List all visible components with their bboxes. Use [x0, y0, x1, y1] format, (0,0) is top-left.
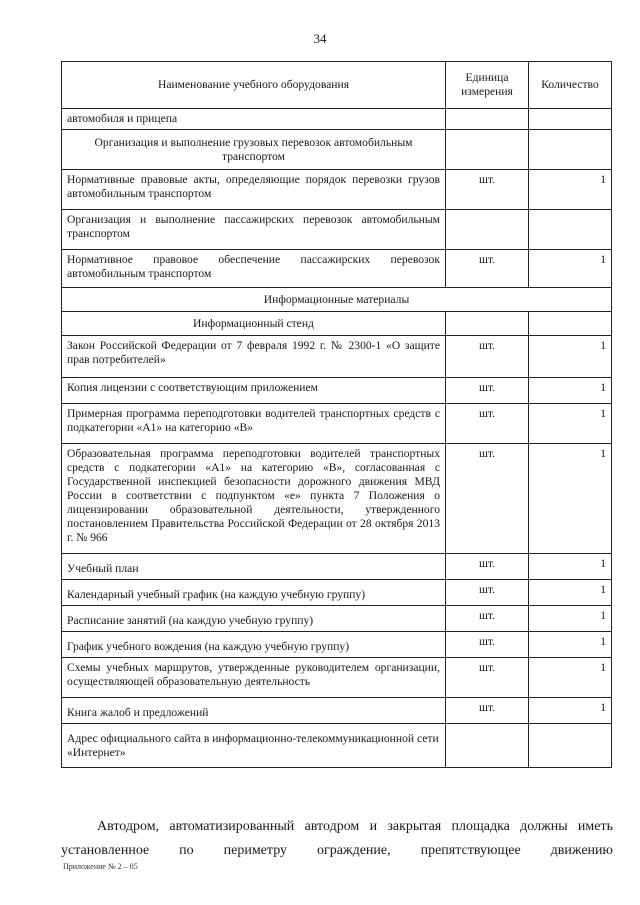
- table-row: [62, 170, 612, 210]
- row-name: Календарный учебный график (на каждую учебную группу): [62, 580, 446, 606]
- table-header: [62, 62, 612, 109]
- row-unit: шт.: [446, 336, 529, 378]
- header-quantity: Количество: [529, 62, 612, 109]
- table-row: [62, 312, 612, 336]
- row-quantity: [529, 312, 612, 336]
- row-quantity: 1: [529, 444, 612, 554]
- header-name: Наименование учебного оборудования: [62, 62, 446, 109]
- row-quantity: 1: [529, 698, 612, 724]
- row-quantity: 1: [529, 658, 612, 698]
- row-quantity: [529, 724, 612, 768]
- row-name: Нормативные правовые акты, определяющие порядок перевозки грузов автомобильным транспортом: [62, 170, 446, 210]
- row-quantity: 1: [529, 580, 612, 606]
- row-quantity: 1: [529, 606, 612, 632]
- row-unit: шт.: [446, 404, 529, 444]
- table-row: [62, 724, 612, 768]
- table-row: [62, 250, 612, 288]
- row-unit: шт.: [446, 658, 529, 698]
- row-quantity: 1: [529, 378, 612, 404]
- table-body: [62, 109, 612, 768]
- row-quantity: 1: [529, 336, 612, 378]
- table-row: [62, 698, 612, 724]
- row-name: Образовательная программа переподготовки водителей транспортных средств с подкатегории «A1» на категорию «B», согласованная с Государственной инспекцией безопасности дорожного движения МВД России в соответствии с подпунктом «е» пункта 7 Положения о лицензировании образовательной деятельности, утвержденного постановлением Правительства Российской Федерации от 28 октября 2013 г. № 966: [62, 444, 446, 554]
- table-row: [62, 404, 612, 444]
- row-unit: [446, 210, 529, 250]
- section-row: [62, 288, 612, 312]
- row-name: Учебный план: [62, 554, 446, 580]
- row-quantity: 1: [529, 250, 612, 288]
- row-name: Организация и выполнение пассажирских перевозок автомобильным транспортом: [62, 210, 446, 250]
- table-row: [62, 658, 612, 698]
- table-row: [62, 580, 612, 606]
- row-name: Закон Российской Федерации от 7 февраля 1992 г. № 2300-1 «О защите прав потребителей»: [62, 336, 446, 378]
- row-unit: [446, 130, 529, 170]
- section-title: Информационные материалы: [62, 288, 612, 312]
- header-unit: Единица измерения: [446, 62, 529, 109]
- row-quantity: [529, 109, 612, 130]
- row-unit: шт.: [446, 378, 529, 404]
- table-row: [62, 210, 612, 250]
- row-name: График учебного вождения (на каждую учебную группу): [62, 632, 446, 658]
- row-unit: [446, 109, 529, 130]
- row-name: автомобиля и прицепа: [62, 109, 446, 130]
- row-unit: шт.: [446, 606, 529, 632]
- table-row: [62, 554, 612, 580]
- table-row: [62, 632, 612, 658]
- table-row: [62, 606, 612, 632]
- row-name: Примерная программа переподготовки водителей транспортных средств с подкатегории «A1» на категорию «B»: [62, 404, 446, 444]
- row-quantity: 1: [529, 170, 612, 210]
- table-row: [62, 336, 612, 378]
- row-name: Копия лицензии с соответствующим приложением: [62, 378, 446, 404]
- row-name: Схемы учебных маршрутов, утвержденные руководителем организации, осуществляющей образовательную деятельность: [62, 658, 446, 698]
- footer-note: Приложение № 2 – 05: [63, 862, 138, 871]
- equipment-table: [61, 61, 612, 768]
- row-unit: [446, 312, 529, 336]
- page-number: 34: [313, 31, 327, 46]
- row-unit: шт.: [446, 580, 529, 606]
- table-row: [62, 378, 612, 404]
- row-name: Адрес официального сайта в информационно-телекоммуникационной сети «Интернет»: [62, 724, 446, 768]
- row-unit: шт.: [446, 554, 529, 580]
- row-name: Книга жалоб и предложений: [62, 698, 446, 724]
- row-name: Нормативное правовое обеспечение пассажирских перевозок автомобильным транспортом: [62, 250, 446, 288]
- row-unit: [446, 724, 529, 768]
- row-unit: шт.: [446, 632, 529, 658]
- row-unit: шт.: [446, 170, 529, 210]
- table-row: [62, 444, 612, 554]
- row-quantity: [529, 130, 612, 170]
- row-unit: шт.: [446, 698, 529, 724]
- row-quantity: 1: [529, 554, 612, 580]
- row-unit: шт.: [446, 444, 529, 554]
- table-row: [62, 109, 612, 130]
- table-row: [62, 130, 612, 170]
- row-name: Информационный стенд: [62, 312, 446, 336]
- row-unit: шт.: [446, 250, 529, 288]
- row-quantity: 1: [529, 632, 612, 658]
- row-name: Расписание занятий (на каждую учебную группу): [62, 606, 446, 632]
- row-quantity: [529, 210, 612, 250]
- body-paragraph: Автодром, автоматизированный автодром и закрытая площадка должны иметь установленное по периметру ограждение, препятствующее движению: [61, 819, 613, 858]
- row-name: Организация и выполнение грузовых перевозок автомобильным транспортом: [62, 130, 446, 170]
- row-quantity: 1: [529, 404, 612, 444]
